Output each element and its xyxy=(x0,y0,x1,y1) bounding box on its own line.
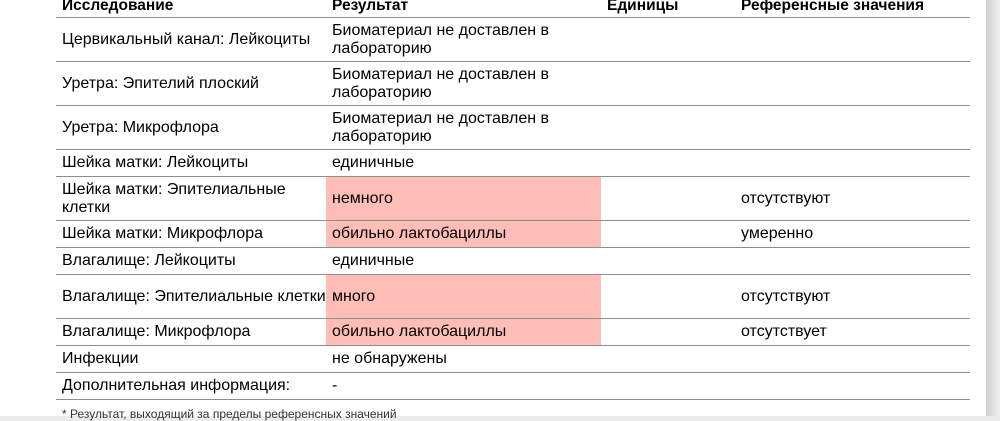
result-value-flagged: обильно лактобациллы xyxy=(326,319,601,346)
table-row xyxy=(56,18,970,62)
table-row xyxy=(56,346,970,373)
result-value: - xyxy=(326,373,601,400)
footnote: * Результат, выходящий за пределы референсных значений xyxy=(62,407,397,421)
page-edge-shadow xyxy=(986,0,1000,416)
result-value: единичные xyxy=(326,150,601,177)
reference-value: отсутствует xyxy=(735,319,970,346)
units-value xyxy=(601,319,735,346)
table-row xyxy=(56,221,970,248)
result-value: не обнаружены xyxy=(326,346,601,373)
table-row xyxy=(56,62,970,106)
reference-value xyxy=(735,106,970,150)
table-row xyxy=(56,106,970,150)
result-value: Биоматериал не доставлен в лабораторию xyxy=(326,18,601,62)
table-row xyxy=(56,248,970,275)
test-name: Влагалище: Эпителиальные клетки xyxy=(56,275,326,319)
test-name: Шейка матки: Лейкоциты xyxy=(56,150,326,177)
test-name: Шейка матки: Эпителиальные клетки xyxy=(56,177,326,221)
table-row xyxy=(56,373,970,400)
units-value xyxy=(601,106,735,150)
units-value xyxy=(601,150,735,177)
test-name: Влагалище: Микрофлора xyxy=(56,319,326,346)
result-value: Биоматериал не доставлен в лабораторию xyxy=(326,62,601,106)
results-table xyxy=(56,0,970,400)
units-value xyxy=(601,177,735,221)
result-value-flagged: немного xyxy=(326,177,601,221)
units-value xyxy=(601,275,735,319)
reference-value xyxy=(735,62,970,106)
units-value xyxy=(601,221,735,248)
test-name: Влагалище: Лейкоциты xyxy=(56,248,326,275)
reference-value xyxy=(735,150,970,177)
units-value xyxy=(601,373,735,400)
header-units: Единицы xyxy=(601,0,735,18)
result-value-flagged: много xyxy=(326,275,601,319)
reference-value: отсутствуют xyxy=(735,275,970,319)
reference-value xyxy=(735,248,970,275)
table-header-row xyxy=(56,0,970,18)
reference-value: умеренно xyxy=(735,221,970,248)
result-value-flagged: обильно лактобациллы xyxy=(326,221,601,248)
units-value xyxy=(601,248,735,275)
units-value xyxy=(601,346,735,373)
table-row xyxy=(56,150,970,177)
reference-value xyxy=(735,373,970,400)
table-row xyxy=(56,319,970,346)
header-reference: Референсные значения xyxy=(735,0,970,18)
test-name: Уретра: Эпителий плоский xyxy=(56,62,326,106)
units-value xyxy=(601,18,735,62)
table-row xyxy=(56,275,970,319)
test-name: Дополнительная информация: xyxy=(56,373,326,400)
header-result: Результат xyxy=(326,0,601,18)
reference-value xyxy=(735,18,970,62)
reference-value: отсутствуют xyxy=(735,177,970,221)
header-test: Исследование xyxy=(56,0,326,18)
test-name: Шейка матки: Микрофлора xyxy=(56,221,326,248)
test-name: Уретра: Микрофлора xyxy=(56,106,326,150)
table-row xyxy=(56,177,970,221)
result-value: Биоматериал не доставлен в лабораторию xyxy=(326,106,601,150)
test-name: Инфекции xyxy=(56,346,326,373)
reference-value xyxy=(735,346,970,373)
test-name: Цервикальный канал: Лейкоциты xyxy=(56,18,326,62)
result-value: единичные xyxy=(326,248,601,275)
units-value xyxy=(601,62,735,106)
